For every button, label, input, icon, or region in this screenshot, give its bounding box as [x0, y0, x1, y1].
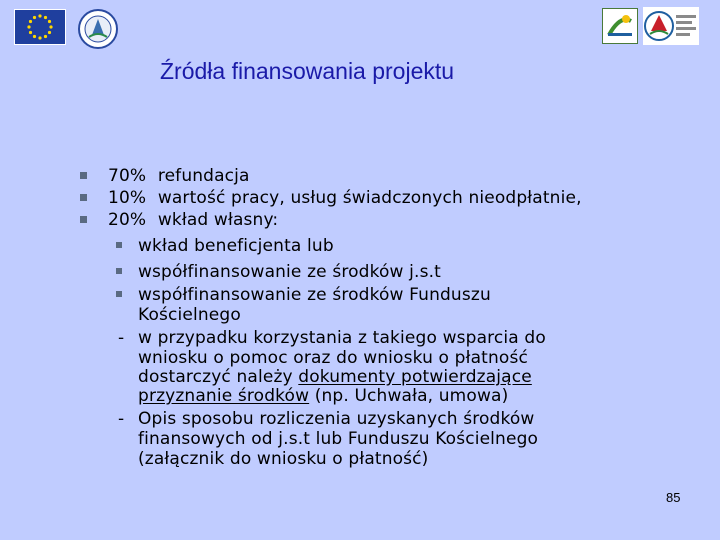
- underlined-text: przyznanie środków: [138, 386, 310, 406]
- list-item: [108, 166, 250, 186]
- eu-flag-icon: [14, 9, 66, 45]
- leader-logo-icon: [602, 8, 638, 44]
- dash-marker: -: [118, 328, 125, 348]
- slide-title: Źródła finansowania projektu: [160, 58, 455, 84]
- list-item: współfinansowanie ze środków Funduszu: [138, 285, 491, 305]
- dash-item-text: dostarczyć należy: [138, 367, 299, 387]
- list-item: [108, 210, 278, 230]
- dash-item-line: finansowych od j.s.t lub Funduszu Kościelnego: [138, 429, 539, 449]
- underlined-text: dokumenty potwierdzające: [298, 367, 532, 387]
- dash-item-line: wniosku o pomoc oraz do wniosku o płatność: [138, 348, 528, 368]
- bullet-percent: 20%: [108, 210, 147, 230]
- sub-bullet-icon: [116, 242, 122, 248]
- page-number: 85: [666, 490, 681, 505]
- bullet-text: wkład własny:: [157, 210, 279, 230]
- bullet-icon: [80, 194, 87, 201]
- dash-item-text: (np. Uchwała, umowa): [309, 386, 509, 406]
- bullet-icon: [80, 172, 87, 179]
- dash-item-line: [138, 386, 508, 406]
- dash-item-line: [138, 367, 532, 387]
- sub-bullet-icon: [116, 268, 122, 274]
- list-item: wkład beneficjenta lub: [138, 236, 334, 256]
- dash-item-line: (załącznik do wniosku o płatność): [138, 449, 429, 469]
- seal-logo-icon: [78, 9, 118, 49]
- dash-item-line: Opis sposobu rozliczenia uzyskanych środków: [138, 409, 535, 429]
- bullet-text: wartość pracy, usług świadczonych nieodpłatnie,: [157, 188, 582, 208]
- bullet-percent: 10%: [108, 188, 147, 208]
- sub-bullet-icon: [116, 291, 122, 297]
- list-item-continuation: Kościelnego: [138, 305, 241, 325]
- list-item: [108, 188, 582, 208]
- bullet-percent: 70%: [108, 166, 147, 186]
- bullet-text: refundacja: [157, 166, 250, 186]
- prow-logo-icon: [643, 7, 699, 45]
- dash-item-line: w przypadku korzystania z takiego wsparcia do: [138, 328, 546, 348]
- bullet-icon: [80, 216, 87, 223]
- dash-marker: -: [118, 409, 125, 429]
- list-item: współfinansowanie ze środków j.s.t: [138, 262, 441, 282]
